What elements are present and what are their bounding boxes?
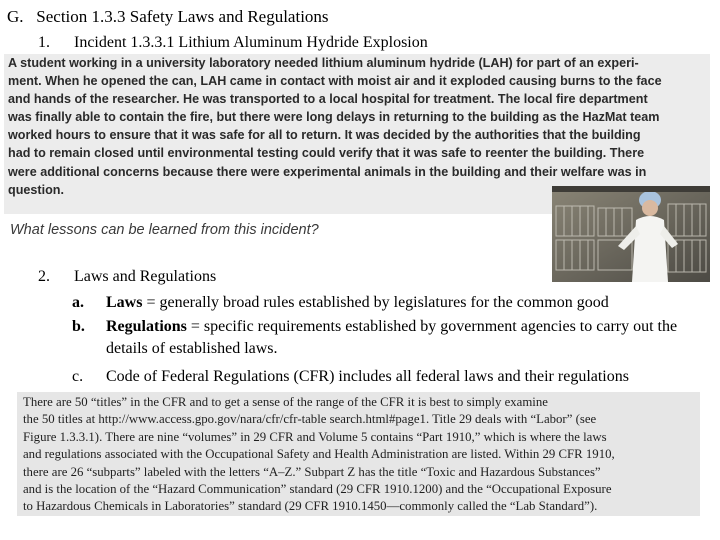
incident-line: was finally able to contain the fire, but there were long delays in returning to the building as the HazMat team	[8, 110, 660, 125]
incident-heading	[38, 34, 428, 52]
incident-line: and hands of the researcher. He was transported to a local hospital for treatment. The local fire department	[8, 92, 648, 107]
cfr-line: to Hazardous Chemicals in Laboratories” standard (29 CFR 1910.1450—commonly called the “Lab Standard”).	[23, 499, 598, 514]
item-term: Regulations	[106, 318, 187, 335]
item-definition: = specific requirements established by government agencies to carry out the details of established laws.	[106, 318, 678, 357]
section-label: G.	[7, 7, 24, 26]
item-body	[106, 366, 706, 388]
cfr-line: There are 50 “titles” in the CFR and to get a sense of the range of the CFR it is best to simply examine	[23, 395, 548, 409]
item-letter: b.	[72, 318, 85, 335]
cfr-line: there are 26 “subparts” labeled with the letters “A–Z.” Subpart Z has the title “Toxic and Hazardous Substances”	[23, 464, 601, 479]
incident-title: Incident 1.3.3.1 Lithium Aluminum Hydride Explosion	[74, 34, 428, 51]
item-body	[106, 292, 706, 314]
cfr-line: and regulations associated with the Occupational Safety and Health Administration are listed. Within 29 CFR 1910,	[23, 447, 615, 462]
laws-heading	[38, 268, 216, 286]
item-letter: a.	[72, 294, 84, 311]
item-letter: c.	[72, 368, 84, 385]
incident-line: were additional concerns because there were experimental animals in the building and their welfare was in	[8, 164, 647, 179]
item-body	[106, 316, 706, 360]
lab-photo-graphic	[552, 186, 710, 282]
item-definition: Code of Federal Regulations (CFR) includes all federal laws and their regulations	[106, 368, 629, 385]
item-definition: = generally broad rules established by legislatures for the common good	[142, 294, 609, 311]
item-term: Laws	[106, 294, 143, 311]
incident-line: worked hours to ensure that it was safe for all to return. It was decided by the authorities that the building	[8, 128, 641, 143]
incident-paragraph	[8, 54, 714, 199]
cfr-line: Figure 1.3.3.1). There are nine “volumes” in 29 CFR and Volume 5 contains “Part 1910,” which is where the laws	[23, 429, 607, 444]
discussion-question: What lessons can be learned from this incident?	[10, 222, 319, 238]
laws-number: 2.	[38, 268, 50, 285]
section-heading	[7, 7, 329, 27]
incident-line: question.	[8, 182, 64, 197]
incident-line: A student working in a university laboratory needed lithium aluminum hydride (LAH) for part of an experi-	[8, 56, 639, 70]
lab-animal-facility-photo	[552, 186, 710, 282]
incident-number: 1.	[38, 34, 50, 51]
cfr-paragraph	[23, 394, 699, 516]
cfr-line: and is the location of the “Hazard Communication” standard (29 CFR 1910.1200) and the “Occupational Exposure	[23, 482, 612, 497]
laws-title: Laws and Regulations	[74, 268, 217, 285]
cfr-scan	[17, 392, 700, 516]
cfr-line: the 50 titles at http://www.access.gpo.gov/nara/cfr/cfr-table search.html#page1. Title 29 deals with “Labor” (see	[23, 412, 597, 427]
incident-line: had to remain closed until environmental testing could verify that it was safe to reenter the building. There	[8, 146, 645, 161]
section-title: Section 1.3.3 Safety Laws and Regulations	[36, 7, 329, 26]
incident-line: ment. When he opened the can, LAH came in contact with moist air and it exploded causing burns to the face	[8, 74, 662, 89]
